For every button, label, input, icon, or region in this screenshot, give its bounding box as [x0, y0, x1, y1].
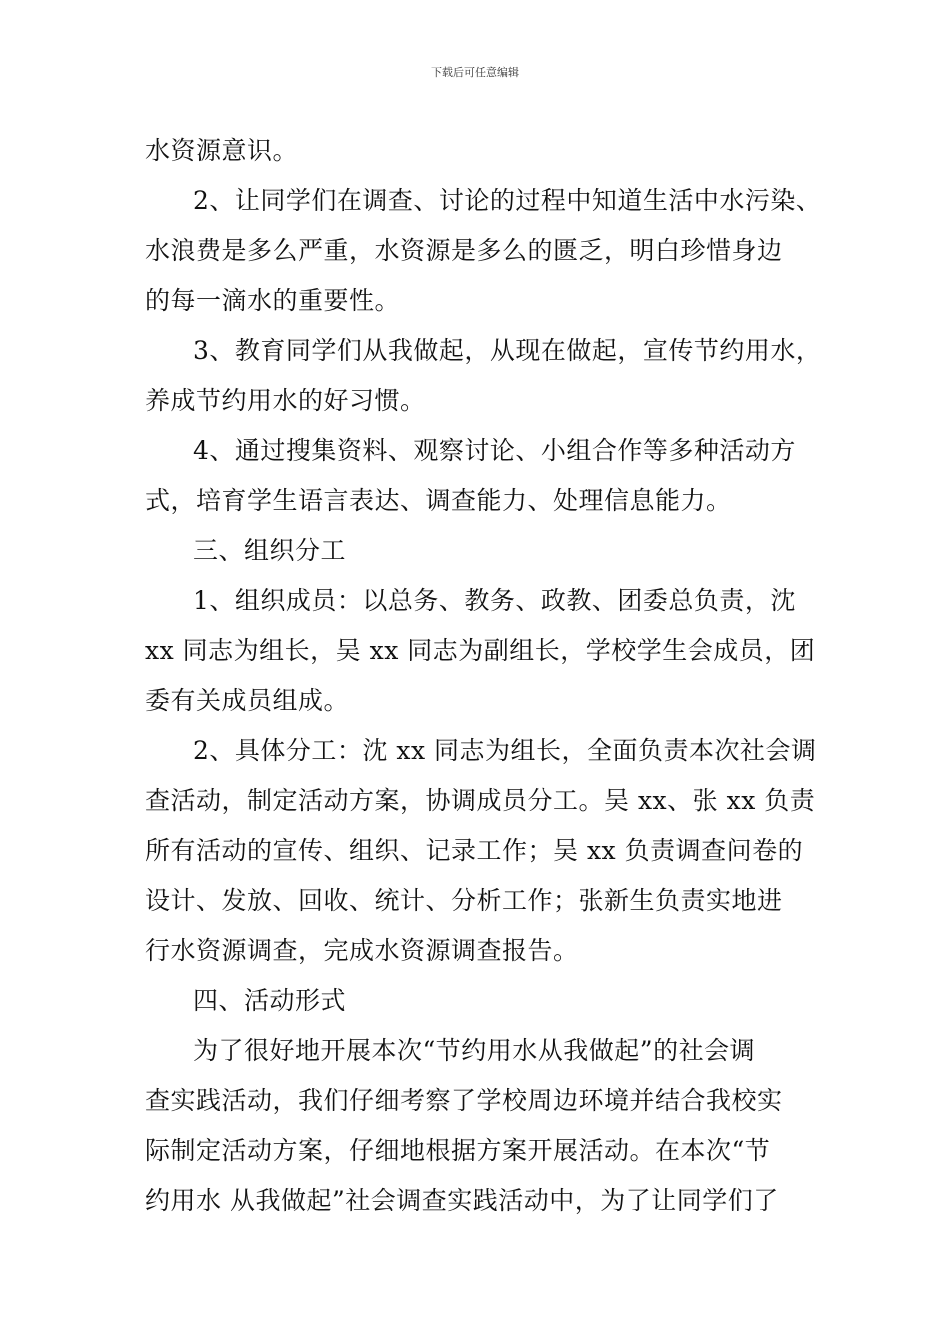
text-line: 所有活动的宣传、组织、记录工作；吴 xx 负责调查问卷的	[145, 836, 804, 865]
text-line: xx 同志为组长，吴 xx 同志为副组长，学校学生会成员，团	[145, 636, 816, 665]
text-line: 的每一滴水的重要性。	[145, 286, 401, 315]
text-line: 养成节约用水的好习惯。	[145, 386, 426, 415]
text-line: 际制定活动方案，仔细地根据方案开展活动。在本次“节	[145, 1136, 771, 1165]
text-line: 为了很好地开展本次“节约用水从我做起”的社会调	[193, 1036, 756, 1065]
text-line: 水浪费是多么严重，水资源是多么的匮乏，明白珍惜身边	[145, 236, 783, 265]
text-line: 4、通过搜集资料、观察讨论、小组合作等多种活动方	[193, 436, 796, 465]
section-heading: 四、活动形式	[193, 986, 347, 1015]
page-header: 下载后可任意编辑	[431, 66, 519, 79]
text-line: 1、组织成员：以总务、教务、政教、团委总负责，沈	[193, 586, 796, 615]
text-line: 行水资源调查，完成水资源调查报告。	[145, 936, 579, 965]
text-line: 查活动，制定活动方案，协调成员分工。吴 xx、张 xx 负责	[145, 786, 816, 815]
text-line: 2、具体分工：沈 xx 同志为组长，全面负责本次社会调	[193, 736, 817, 765]
text-line: 水资源意识。	[145, 136, 299, 165]
text-line: 2、让同学们在调查、讨论的过程中知道生活中水污染、	[193, 186, 822, 215]
text-line: 查实践活动，我们仔细考察了学校周边环境并结合我校实	[145, 1086, 783, 1115]
section-heading: 三、组织分工	[193, 536, 347, 565]
text-line: 式，培育学生语言表达、调查能力、处理信息能力。	[145, 486, 732, 515]
text-line: 3、教育同学们从我做起，从现在做起，宣传节约用水，	[193, 336, 822, 365]
text-line: 委有关成员组成。	[145, 686, 350, 715]
text-line: 约用水 从我做起”社会调查实践活动中，为了让同学们了	[145, 1186, 779, 1215]
text-line: 设计、发放、回收、统计、分析工作；张新生负责实地进	[145, 886, 783, 915]
